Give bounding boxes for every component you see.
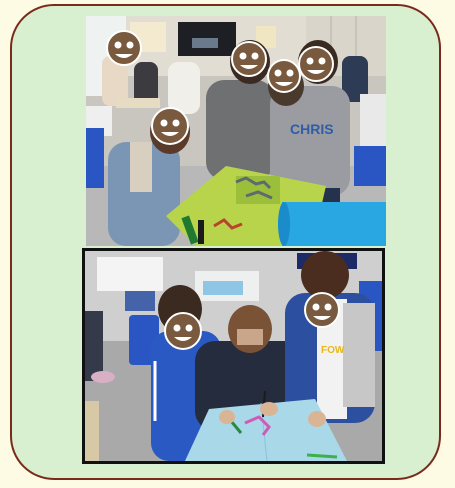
face-sticker-icon: [299, 47, 333, 81]
face-sticker-icon: [152, 108, 188, 144]
svg-text:FOW: FOW: [321, 345, 345, 356]
svg-text:CHRIS: CHRIS: [290, 121, 334, 137]
face-sticker-icon: [107, 31, 141, 65]
face-sticker-icon: [232, 42, 266, 76]
face-stickers-top: [86, 16, 386, 246]
face-sticker-icon: [165, 313, 201, 349]
face-stickers-bottom: [85, 251, 382, 461]
face-sticker-icon: [268, 60, 300, 92]
face-sticker-icon: [305, 293, 339, 327]
